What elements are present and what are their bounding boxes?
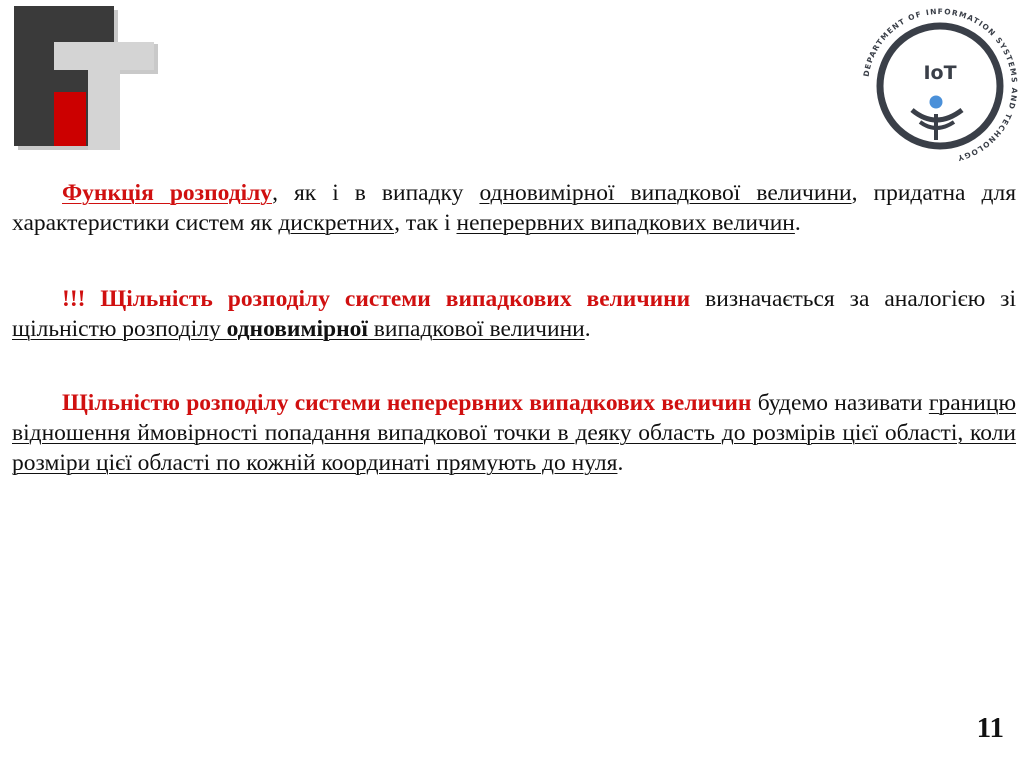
paragraph-density-definition [12, 388, 1016, 478]
seal-center-text: IoT [923, 62, 957, 84]
underlined-phrase: границю відношення ймовірності попадання випадкової точки в деяку область до розмірів цієї області, коли розміри цієї області по кожній координаті прямують до нуля [12, 390, 1016, 476]
paragraph-density-note [12, 284, 1016, 344]
text-segment: , придатна для характеристики систем як [12, 180, 1017, 236]
ft-logo-icon [14, 6, 164, 154]
page-number: 11 [976, 712, 1004, 744]
underlined-phrase [12, 316, 585, 342]
term-distribution-function: Функція розподілу [62, 180, 273, 206]
term-density: !!! Щільність розподілу системи випадкових величини [62, 286, 691, 312]
body-text [12, 178, 1016, 524]
text-segment: , так і [394, 210, 457, 236]
bold-word: одновимірної [226, 316, 368, 342]
term-continuous-density: Щільністю розподілу системи неперервних випадкових величин [62, 390, 752, 416]
svg-text:DEPARTMENT OF INFORMATION SYST: DEPARTMENT OF INFORMATION SYSTEMS AND TECHNOLOGY [861, 6, 1020, 163]
text-segment: визначається за аналогією зі [690, 286, 1016, 312]
underlined-phrase: одновимірної випадкової величини [479, 180, 852, 206]
text-segment: . [617, 450, 624, 476]
underlined-phrase: дискретних [278, 210, 395, 236]
text-segment: . [584, 316, 591, 342]
text-segment: , як і в випадку [272, 180, 480, 206]
paragraph-distribution-function [12, 178, 1016, 238]
text-segment: . [794, 210, 801, 236]
underlined-phrase: неперервних випадкових величин [456, 210, 795, 236]
text-segment: випадкової величини [367, 316, 585, 342]
text-segment: будемо називати [751, 390, 929, 416]
text-segment: щільністю розподілу [12, 316, 227, 342]
iot-department-seal-icon [856, 6, 1024, 166]
